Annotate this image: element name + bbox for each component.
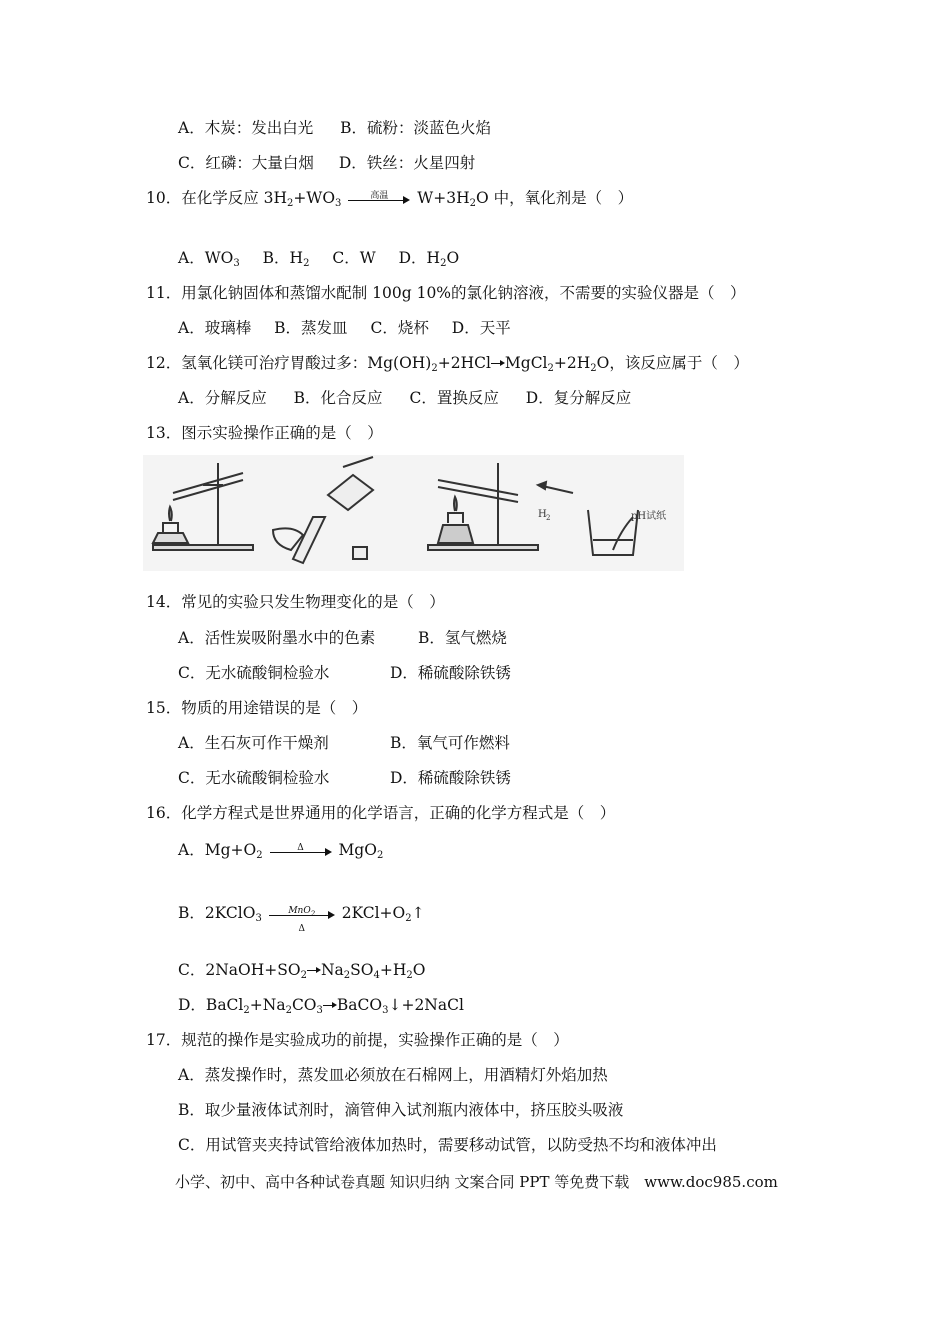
q16-d-reactant-2: +Na	[249, 996, 286, 1014]
q10-option-b: B．H	[262, 249, 304, 267]
q14-option-c: C．无水硫酸铜检验水	[178, 664, 330, 682]
q12-end: O，该反应属于（ ）	[596, 354, 749, 372]
q15-option-c: C．无水硫酸铜检验水	[178, 769, 330, 787]
q16-a-reactants: A．Mg+O	[178, 841, 257, 859]
q9-options-row-1	[178, 118, 491, 138]
q9-option-d: D．铁丝：火星四射	[338, 154, 476, 172]
q10-option-c: C．W	[332, 249, 376, 267]
q12-tail: +2H	[553, 354, 591, 372]
q10-condition: 高温	[370, 191, 389, 201]
q12-option-a: A．分解反应	[178, 389, 267, 407]
q11-stem: 11．用氯化钠固体和蒸馏水配制 100g 10%的氯化钠溶液，不需要的实验仪器是（ ）	[146, 284, 746, 302]
svg-text:2: 2	[546, 514, 551, 522]
q11-options	[178, 318, 511, 338]
page-footer: 小学、初中、高中各种试卷真题 知识归纳 文案合同 PPT 等免费下载 www.doc985.com	[175, 1173, 778, 1191]
q11-option-a: A．玻璃棒	[178, 319, 252, 337]
q9-option-b: B．硫粉：淡蓝色火焰	[340, 119, 492, 137]
q16-stem: 16．化学方程式是世界通用的化学语言，正确的化学方程式是（ ）	[146, 804, 616, 822]
q16-d-product-2: ↓+2NaCl	[388, 996, 464, 1014]
q12-option-b: B．化合反应	[293, 389, 383, 407]
arrow-icon	[491, 359, 505, 369]
q16-c-product-4: O	[412, 961, 426, 979]
q16-c-product-1: Na	[320, 961, 344, 979]
q14-option-b: B．氢气燃烧	[418, 629, 507, 647]
h2-label: H	[538, 509, 547, 520]
q15-option-a: A．生石灰可作干燥剂	[178, 734, 329, 752]
q15-option-b: B．氧气可作燃料	[390, 734, 510, 752]
q14-option-a: A．活性炭吸附墨水中的色素	[178, 629, 376, 647]
q13-stem: 13．图示实验操作正确的是（ ）	[146, 424, 383, 442]
q12-product: MgCl	[504, 354, 548, 372]
q17-option-c: C．用试管夹夹持试管给液体加热时，需要移动试管，以防受热不均和液体冲出	[178, 1136, 717, 1154]
q16-b-reactants: B．2KClO	[178, 904, 256, 922]
q16-d-reactant-1: D．BaCl	[178, 996, 244, 1014]
reaction-arrow-icon	[270, 842, 332, 860]
reaction-arrow-icon	[348, 190, 410, 208]
q11-option-b: B．蒸发皿	[274, 319, 348, 337]
q15-stem: 15．物质的用途错误的是（ ）	[146, 699, 368, 717]
q12-options	[178, 388, 631, 408]
q16-d-reactant-3: CO	[291, 996, 317, 1014]
q12-prefix: 12．氢氧化镁可治疗胃酸过多：Mg(OH)	[146, 354, 432, 372]
q12-option-c: C．置换反应	[409, 389, 499, 407]
q9-option-a: A．木炭：发出白光	[178, 119, 314, 137]
q16-b-product: 2KCl+O	[341, 904, 406, 922]
q16-option-d: D．$BaCl_2+Na_2CO_3$ BaCO$_3$↓+2NaCl	[178, 996, 464, 1016]
q16-option-b: B．2KClO$_3$ MnO$_2$ Δ $2KCl+O_2↑$	[178, 903, 425, 923]
q15-options-row-2	[178, 768, 511, 788]
q17-option-b: B．取少量液体试剂时，滴管伸入试剂瓶内液体中，挤压胶头吸液	[178, 1101, 624, 1119]
q11-option-d: D．天平	[451, 319, 511, 337]
q15-options-row-1	[178, 733, 510, 753]
q10-mid: +WO	[293, 189, 336, 207]
lab-apparatus-illustration	[143, 455, 684, 571]
q10-tail: O 中，氧化剂是（ ）	[475, 189, 634, 207]
q14-stem: 14．常见的实验只发生物理变化的是（ ）	[146, 593, 445, 611]
q16-c-reactants: C．2NaOH+SO	[178, 961, 301, 979]
q16-b-condition: Δ	[298, 924, 306, 934]
q9-options-row-2	[178, 153, 475, 173]
q16-d-product-1: BaCO	[336, 996, 383, 1014]
q12-stem: 12．氢氧化镁可治疗胃酸过多：$Mg(OH)_2+2HCl$ $MgCl_2+2H_2O$，该反应属于（ ）	[146, 354, 749, 374]
q14-options-row-2	[178, 663, 511, 683]
arrow-icon	[323, 1001, 337, 1011]
q14-option-d: D．稀硫酸除铁锈	[390, 664, 511, 682]
q10-suffix: W+3H	[417, 189, 470, 207]
lab-operations-figure	[143, 455, 684, 571]
q14-options-row-1	[178, 628, 507, 648]
q10-stem: 10．在化学反应 $3H_2+WO_3$ 高温 $W+3H_2O$ 中，氧化剂是（ ）	[146, 188, 633, 208]
q11-option-c: C．烧杯	[370, 319, 429, 337]
q17-stem: 17．规范的操作是实验成功的前提，实验操作正确的是（ ）	[146, 1031, 569, 1049]
q12-option-d: D．复分解反应	[525, 389, 632, 407]
q16-c-product-3: +H	[379, 961, 407, 979]
q16-c-product-2: SO	[350, 961, 374, 979]
q9-option-c: C．红磷：大量白烟	[178, 154, 314, 172]
q16-b-catalyst: MnO	[288, 906, 311, 916]
q16-a-condition: Δ	[297, 843, 304, 853]
q10-option-d: D．H	[398, 249, 441, 267]
q15-option-d: D．稀硫酸除铁锈	[390, 769, 511, 787]
q17-option-a: A．蒸发操作时，蒸发皿必须放在石棉网上，用酒精灯外焰加热	[178, 1066, 608, 1084]
reaction-arrow-icon: MnO$_2$ Δ	[269, 905, 335, 923]
q16-a-product: MgO	[338, 841, 377, 859]
q12-mid: +2HCl	[437, 354, 491, 372]
ph-paper-label: pH试纸	[631, 511, 667, 522]
arrow-icon	[307, 966, 321, 976]
q10-options: A．$WO_3$ B．$H_2$ C．W D．$H_2O$	[178, 249, 460, 269]
q16-option-c: C．$2NaOH+SO_2$ $Na_2SO_4+H_2O$	[178, 961, 426, 981]
q10-option-a: A．WO	[178, 249, 234, 267]
q16-option-a: A．$Mg+O_2$ Δ MgO$_2$	[178, 840, 383, 860]
q10-prefix: 10．在化学反应 3H	[146, 189, 288, 207]
